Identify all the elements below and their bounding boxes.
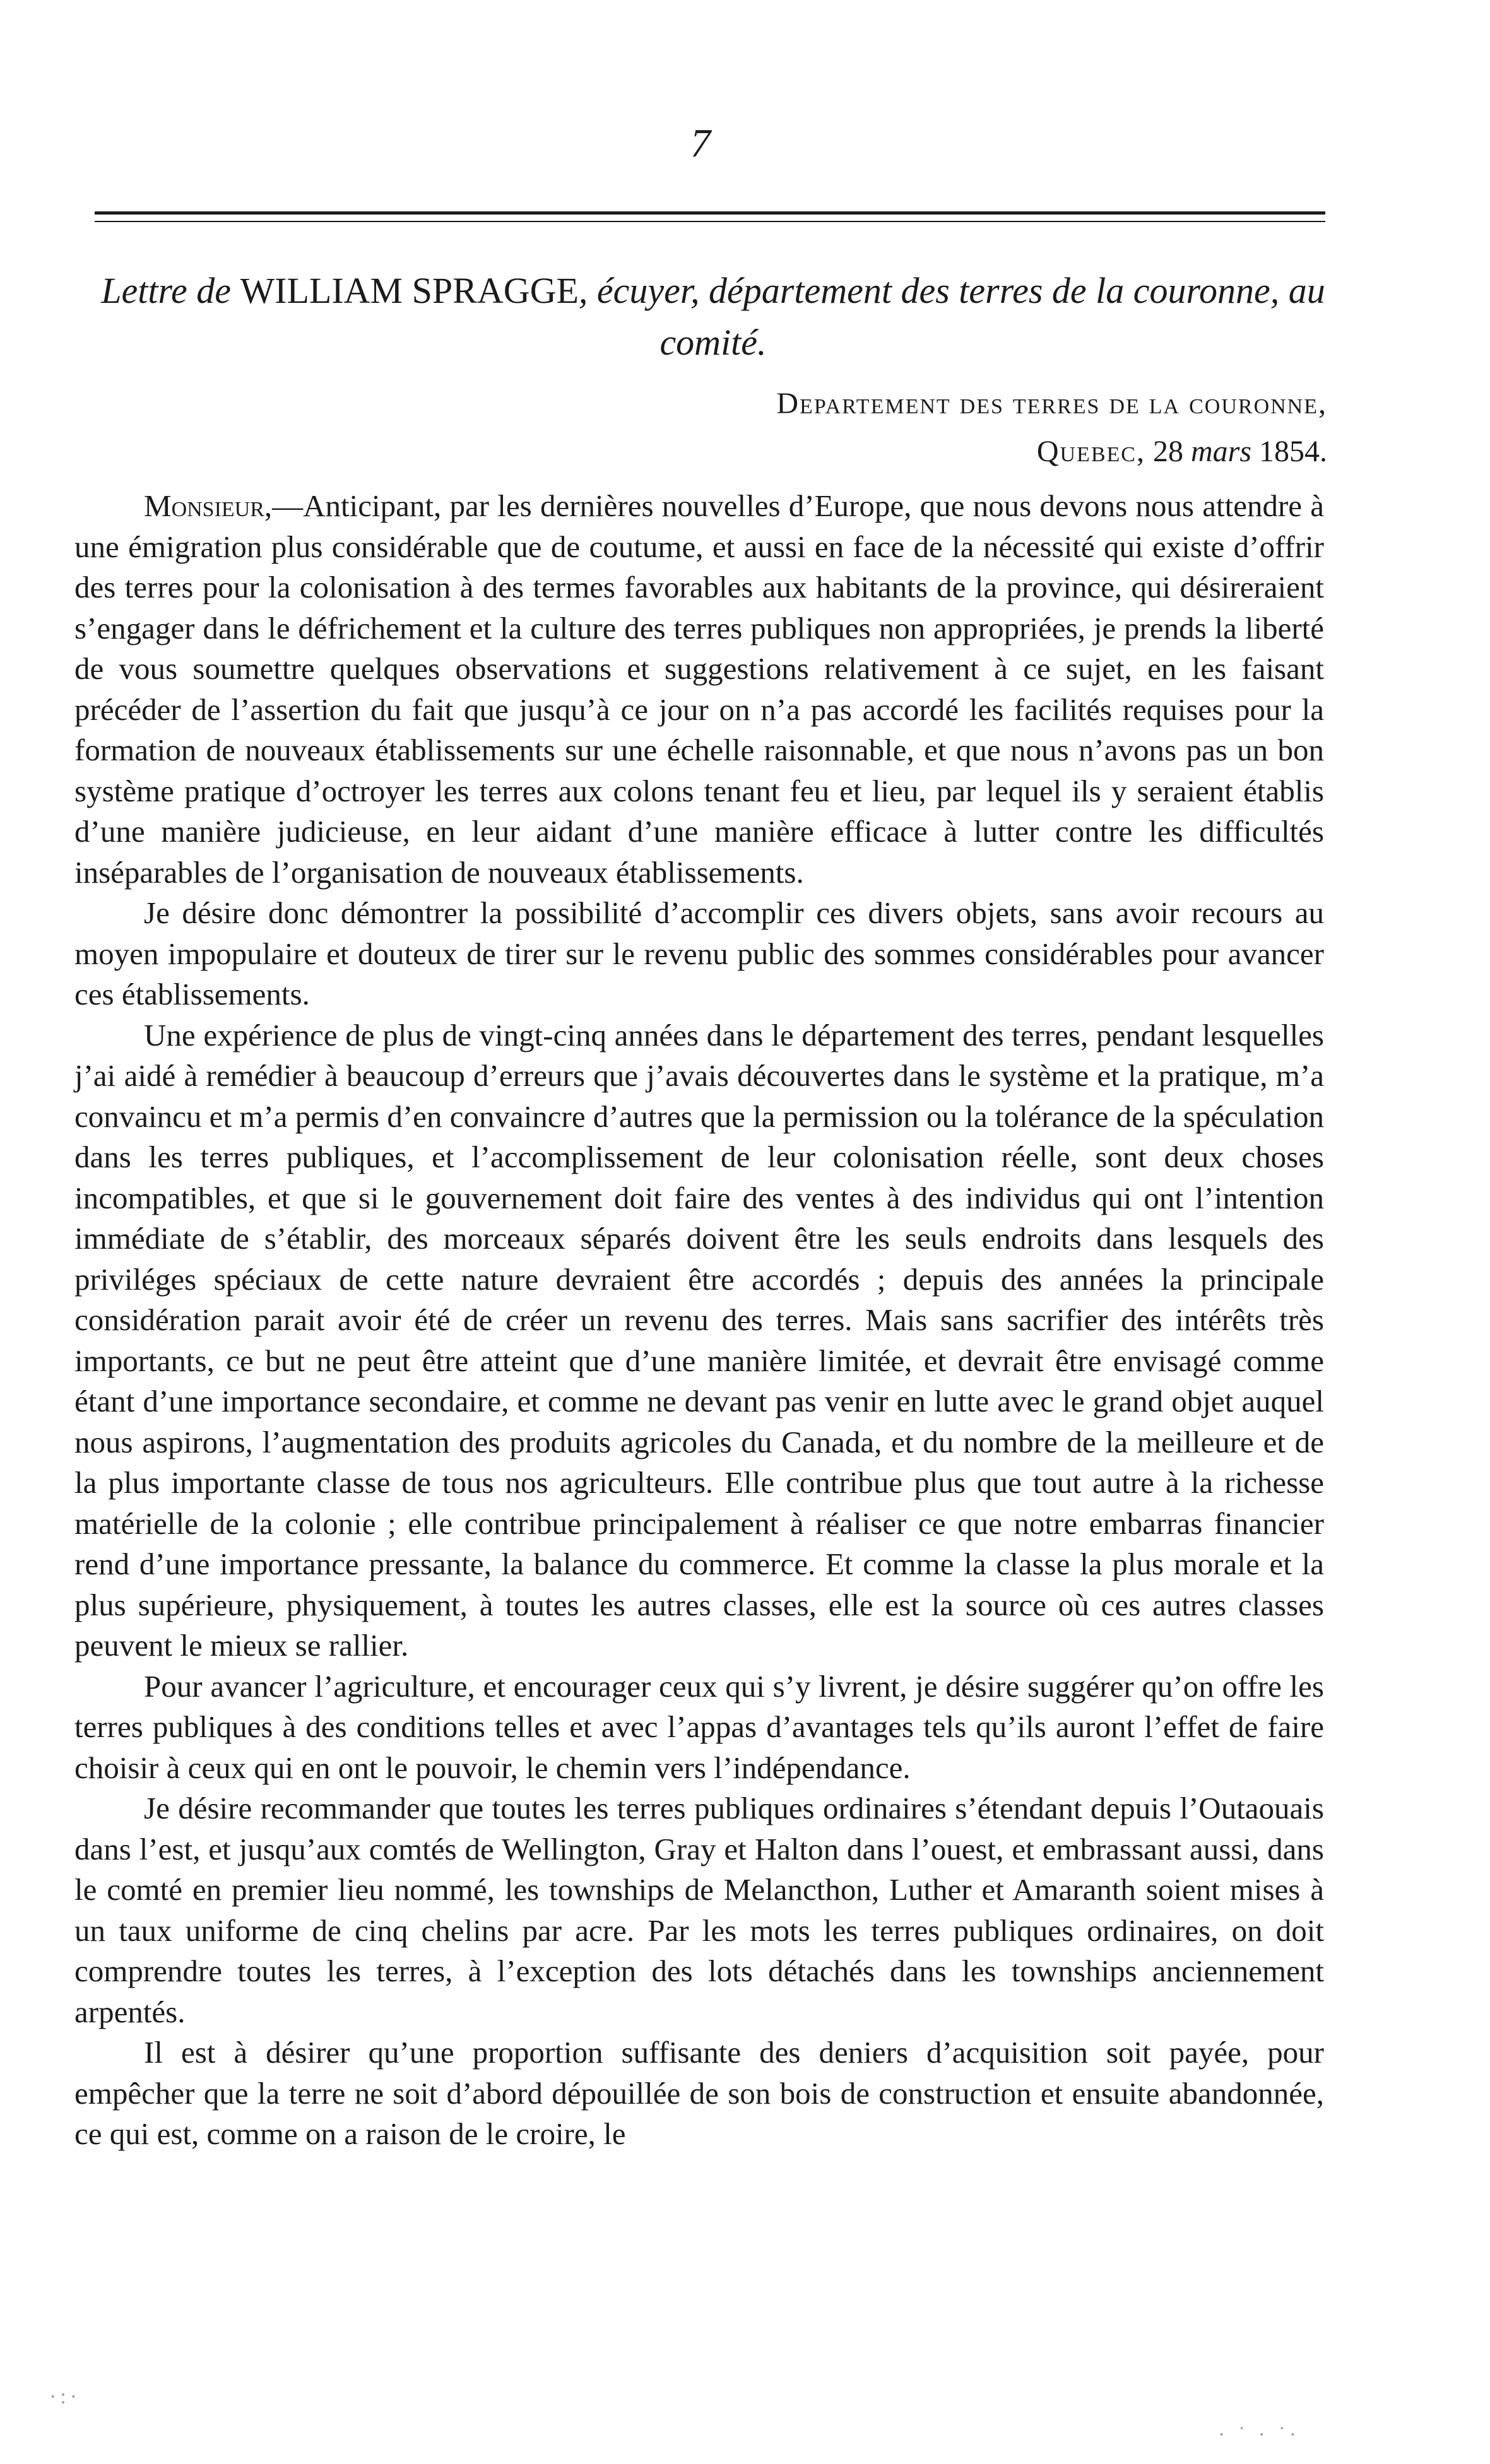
dateline-department: Departement des terres de la couronne, — [776, 387, 1327, 420]
scan-speckle: ·:· — [49, 2385, 81, 2408]
heading-suffix: , écuyer, département des terres de la couronne, au comité. — [578, 270, 1325, 363]
paragraph-4: Pour avancer l’agriculture, et encourager ceux qui s’y livrent, je désire suggérer qu’on offre les terres publiques à des conditions telles et avec l’appas d’avantages tels qu’ils auront l’effet de faire choisir à ceux qui en ont le pouvoir, le chemin vers l’indépendance. — [74, 1668, 1324, 1785]
dateline-place-date — [776, 428, 1327, 476]
heading-author: WILLIAM SPRAGGE — [240, 270, 579, 311]
paragraph-3: Une expérience de plus de vingt-cinq années dans le département des terres, pendant lesquelles j’ai aidé à remédier à beaucoup d’erreurs que j’avais découvertes dans le système et la pratique, m’a convaincu et m’a permis d’en convaincre d’autres que la permission ou la tolérance de la spéculation dans les terres publiques, et l’accomplissement de leur colonisation réelle, sont deux choses incompatibles, et que si le gouvernement doit faire des ventes à des individus qui ont l’intention immédiate de s’établir, des morceaux séparés doivent être les seuls endroits dans lesquels des priviléges spéciaux de cette nature devraient être accordés ; depuis des années la principale considération parait avoir été de créer un revenu des terres. Mais sans sacrifier des intérêts très importants, ce but ne peut être atteint que d’une manière limitée, et devrait être envisagé comme étant d’une importance secondaire, et comme ne devant pas venir en lutte avec le grand objet auquel nous aspirons, l’augmentation des produits agricoles du Canada, et du nombre de la meilleure et de la plus importante classe de tous nos agriculteurs. Elle contribue plus que tout autre à la richesse matérielle de la colonie ; elle contribue principalement à réaliser ce que notre embarras financier rend d’une importance pressante, la balance du commerce. Et comme la classe la plus morale et la plus supérieure, physiquement, à toutes les autres classes, elle est la source où ces autres classes peuvent le mieux se rallier. — [74, 1017, 1324, 1663]
letter-heading — [95, 265, 1332, 368]
salutation: Monsieur, — [144, 488, 273, 523]
dateline — [776, 380, 1327, 476]
paragraph-text: —Anticipant, par les dernières nouvelles d’Europe, que nous devons nous attendre à une émigration plus considérable que de coutume, et aussi en face de la nécessité qui existe d’offrir des terres pour la colonisation à des termes favorables aux habitants de la province, qui désireraient s’engager dans le défrichement et la culture des terres publiques non appropriées, je prends la liberté de vous soumettre quelques observations et suggestions relativement à ce sujet, en les faisant précéder de l’assertion du fait que jusqu’à ce jour on n’a pas accordé les facilités requises pour la formation de nouveaux établissements sur une échelle raisonnable, et que nous n’avons pas un bon système pratique d’octroyer les terres aux colons tenant feu et lieu, par lequel ils y seraient établis d’une manière judicieuse, en leur aidant d’une manière efficace à lutter contre les difficultés inséparables de l’organisation de nouveaux établissements. — [74, 488, 1324, 890]
page-number: 7 — [690, 121, 711, 165]
dateline-city: Quebec, — [1036, 435, 1145, 468]
paragraph-2: Je désire donc démontrer la possibilité d’accomplir ces divers objets, sans avoir recours au moyen impopulaire et douteux de tirer sur le revenu public des sommes considérables pour avancer ces établissements. — [74, 895, 1324, 1011]
dateline-month: mars — [1190, 435, 1251, 468]
paragraph-1 — [74, 486, 1324, 893]
letter-body — [74, 486, 1324, 2155]
paragraph-6: Il est à désirer qu’une proportion suffisante des deniers d’acquisition soit payée, pour empêcher que la terre ne soit d’abord dépouillée de son bois de construction et ensuite abandonnée, ce qui est, comme on a raison de le croire, le — [74, 2035, 1324, 2151]
dateline-day: 28 — [1152, 435, 1183, 468]
paragraph-5: Je désire recommander que toutes les terres publiques ordinaires s’étendant depuis l’Outaouais dans l’est, et jusqu’aux comtés de Wellington, Gray et Halton dans l’ouest, et embrassant aussi, dans le comté en premier lieu nommé, les townships de Melancthon, Luther et Amaranth soient mises à un taux uniforme de cinq chelins par acre. Par les mots les terres publiques ordinaires, on doit comprendre toutes les terres, à l’exception des lots détachés dans les townships anciennement arpentés. — [74, 1791, 1324, 2029]
header-rule-thin — [95, 221, 1325, 222]
heading-prefix: Lettre de — [101, 270, 240, 311]
header-rule-thick — [95, 211, 1325, 215]
scan-speckle: · ˙ · ˙· — [1218, 2423, 1301, 2446]
dateline-year: 1854. — [1259, 435, 1327, 468]
